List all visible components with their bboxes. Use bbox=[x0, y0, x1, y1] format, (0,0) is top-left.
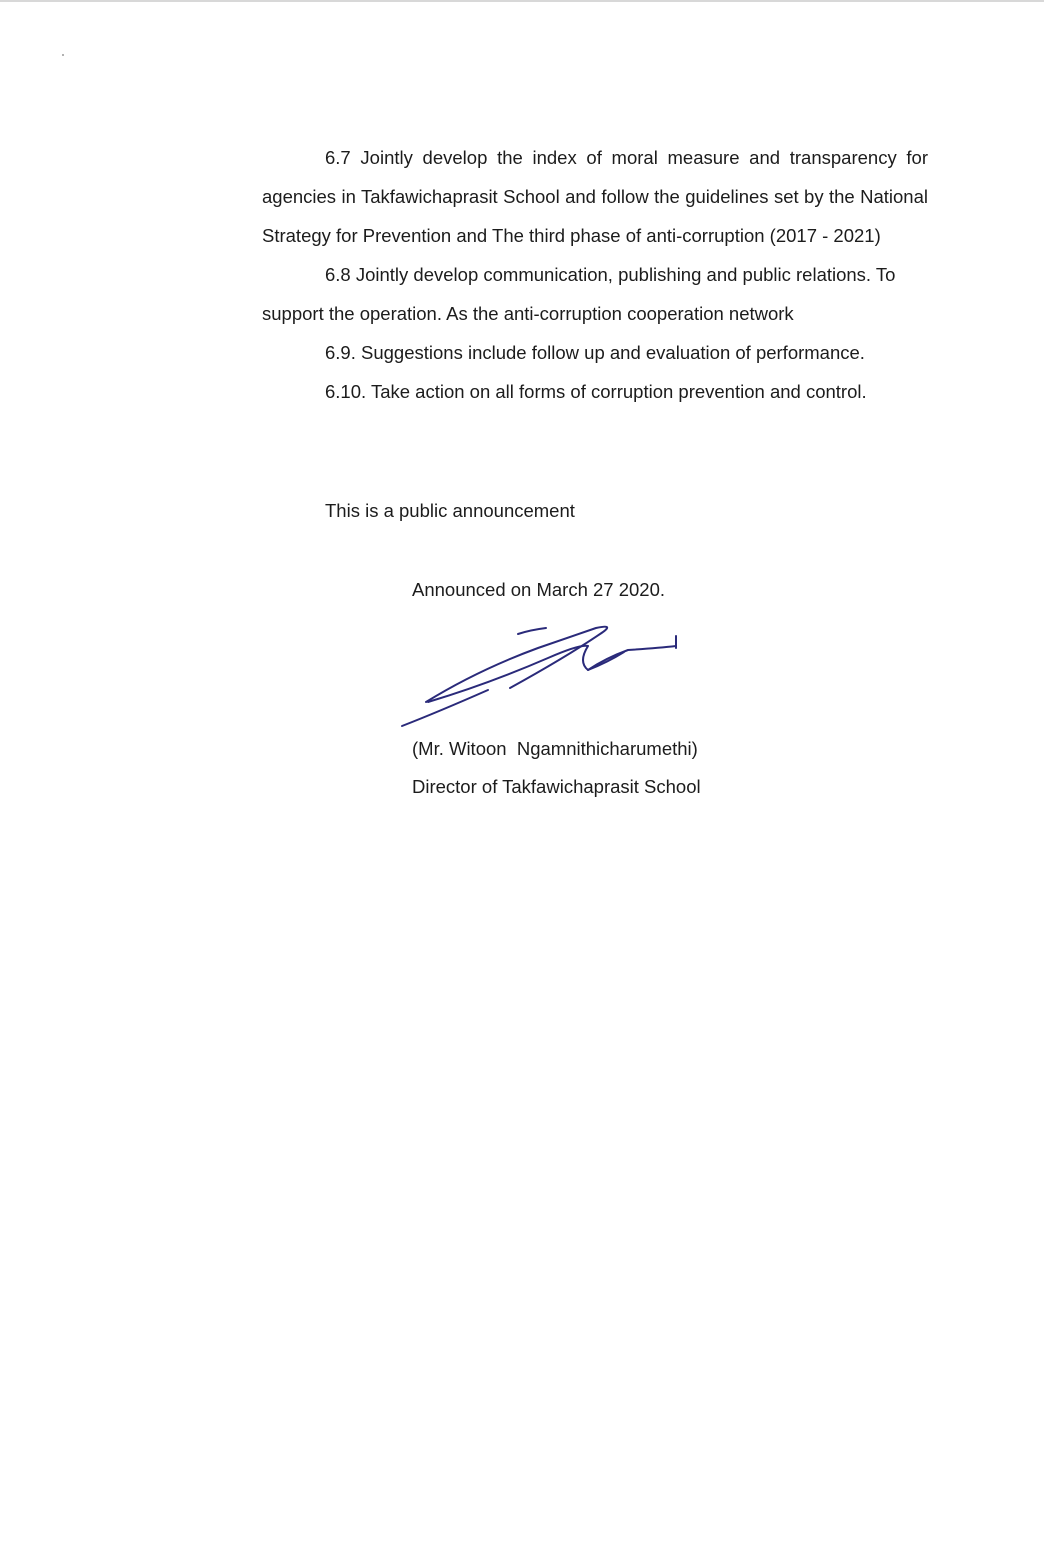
public-notice: This is a public announcement bbox=[325, 500, 575, 521]
item-6-10: 6.10. Take action on all forms of corruption prevention and control. bbox=[325, 381, 867, 402]
signatory-block bbox=[412, 730, 701, 806]
signature-image bbox=[398, 618, 698, 733]
item-6-7: 6.7 Jointly develop the index of moral measure and transparency for agencies in Takfawichaprasit School and follow the guidelines set by the National Strategy for Prevention and The third phase of anti-corruption (2017 - 2021) bbox=[262, 147, 928, 246]
scan-speck bbox=[62, 54, 64, 56]
document-body bbox=[262, 138, 928, 411]
item-6-8: 6.8 Jointly develop communication, publishing and public relations. To support the operation. As the anti-corruption cooperation network bbox=[262, 264, 896, 324]
item-6-9: 6.9. Suggestions include follow up and evaluation of performance. bbox=[325, 342, 865, 363]
scan-top-edge bbox=[0, 0, 1044, 2]
announced-date: Announced on March 27 2020. bbox=[412, 579, 666, 600]
signatory-name: (Mr. Witoon Ngamnithicharumethi) bbox=[412, 738, 698, 759]
signatory-title: Director of Takfawichaprasit School bbox=[412, 776, 701, 797]
